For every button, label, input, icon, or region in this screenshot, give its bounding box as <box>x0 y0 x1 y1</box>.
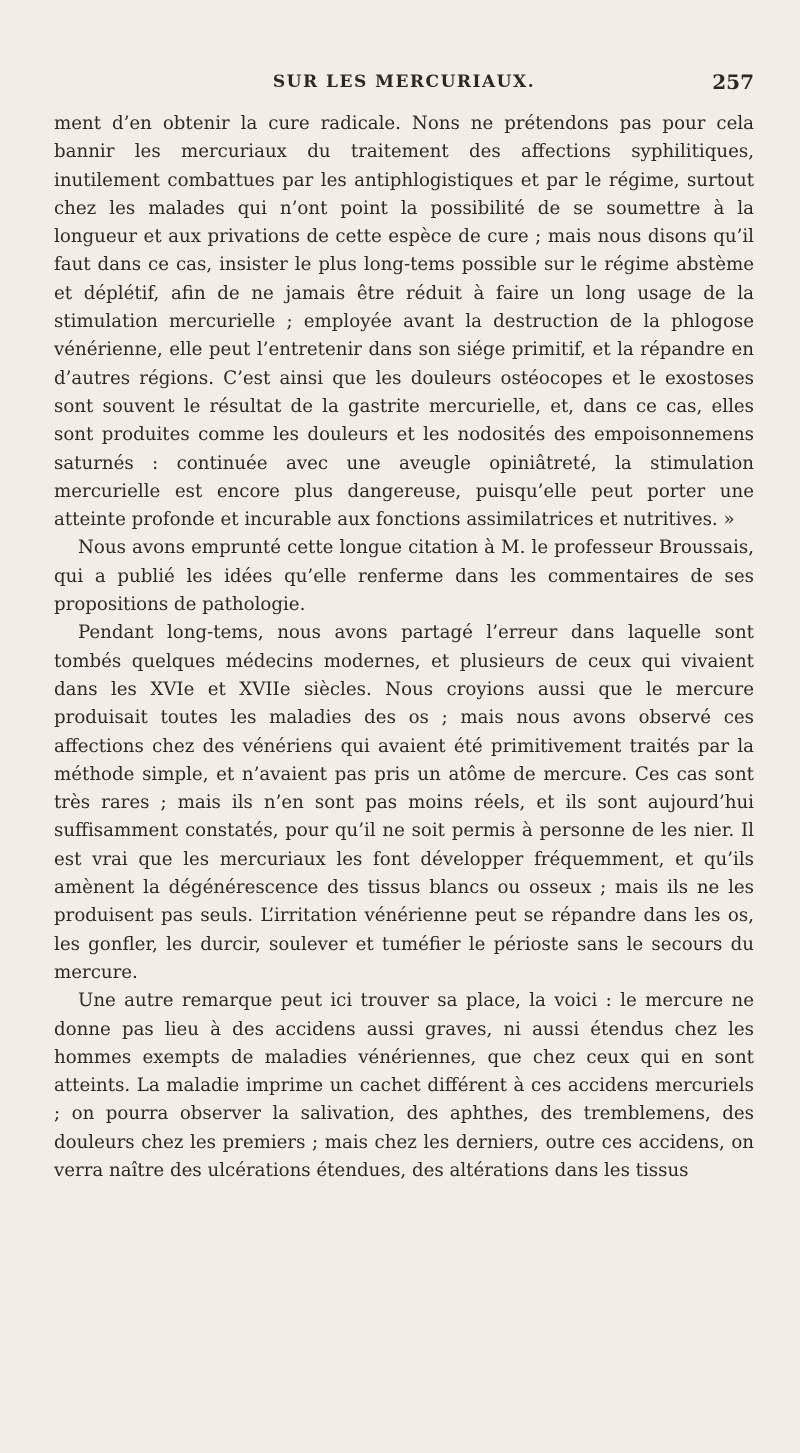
running-title: SUR LES MERCURIAUX. <box>272 72 536 92</box>
body-text <box>54 110 754 1185</box>
paragraph-citation-note: Nous avons emprunté cette longue citation à M. le professeur Broussais, qui a publié les idées qu’elle renferme dans les commentaires de ses propositions de pathologie. <box>54 537 754 616</box>
paragraph-bone-diseases: Pendant long-tems, nous avons partagé l’erreur dans laquelle sont tombés quelques médecins modernes, et plusieurs de ceux qui vivaient dans les XVIe et XVIIe siècles. Nous croyions aussi que le mercure produisait toutes les maladies des os ; mais nous avons observé ces affections chez des vénériens qui avaient été primitivement traités par la méthode simple, et n’avaient pas pris un atôme de mercure. Ces cas sont très rares ; mais ils n’en sont pas moins réels, et ils sont aujourd’hui suffisamment constatés, pour qu’il ne soit permis à personne de les nier. Il est vrai que les mercuriaux les font développer fréquemment, et qu’ils amènent la dégénérescence des tissus blancs ou osseux ; mais ils ne les produisent pas seuls. L’irritation vénérienne peut se répandre dans les os, les gonfler, les durcir, soulever et tuméfier le périoste sans le secours du mercure. <box>54 622 754 983</box>
running-head <box>54 72 754 104</box>
paragraph-continuation: ment d’en obtenir la cure radicale. Nons ne prétendons pas pour cela bannir les mercuriaux du traitement des affections syphilitiques, inutilement combattues par les antiphlogistiques et par le régime, surtout chez les malades qui n’ont point la possibilité de se soumettre à la longueur et aux privations de cette espèce de cure ; mais nous disons qu’il faut dans ce cas, insister le plus long-tems possible sur le régime abstème et déplétif, afin de ne jamais être réduit à faire un long usage de la stimulation mercurielle ; employée avant la destruction de la phlogose vénérienne, elle peut l’entretenir dans son siége primitif, et la répandre en d’autres régions. C’est ainsi que les douleurs ostéocopes et le exostoses sont souvent le résultat de la gastrite mercurielle, et, dans ce cas, elles sont produites comme les douleurs et les nodosités des empoisonnemens saturnés : continuée avec une aveugle opiniâtreté, la stimulation mercurielle est encore plus dangereuse, puisqu’elle peut porter une atteinte profonde et incurable aux fonctions assimilatrices et nutritives. » <box>54 113 754 531</box>
page-number: 257 <box>712 70 754 94</box>
paragraph-remark: Une autre remarque peut ici trouver sa place, la voici : le mercure ne donne pas lieu à des accidens aussi graves, ni aussi étendus chez les hommes exempts de maladies vénériennes, que chez ceux qui en sont atteints. La maladie imprime un cachet différent à ces accidens mercuriels ; on pourra observer la salivation, des aphthes, des tremblemens, des douleurs chez les premiers ; mais chez les derniers, outre ces accidens, on verra naître des ulcérations étendues, des altérations dans les tissus <box>54 990 754 1181</box>
book-page <box>54 72 754 1185</box>
